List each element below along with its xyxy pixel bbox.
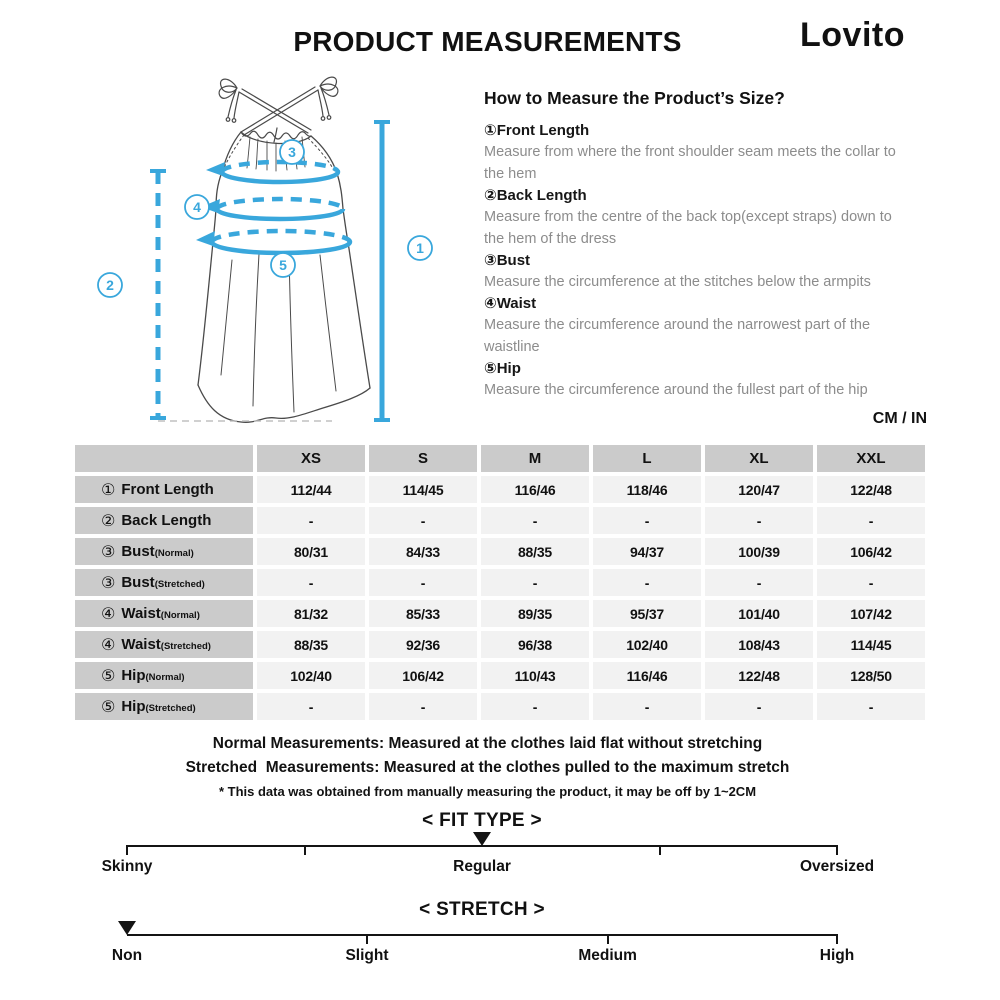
size-value-cell: 114/45 (369, 476, 477, 503)
stretch-tick (366, 934, 368, 944)
row-number: ① (101, 481, 116, 499)
stretch-scale-label: Medium (578, 947, 637, 964)
row-label-text: Hip (121, 667, 146, 684)
size-value-cell: 84/33 (369, 538, 477, 565)
size-value-cell: - (817, 569, 925, 596)
size-value-cell: - (705, 693, 813, 720)
marker-1 (408, 236, 432, 260)
size-value-cell: - (481, 693, 589, 720)
measure-step-desc: Measure the circumference at the stitches below the armpits (484, 274, 871, 290)
size-value-cell: 110/43 (481, 662, 589, 689)
stretch-track (111, 934, 855, 964)
row-number: ② (101, 512, 116, 530)
stretch-scale-label: Non (111, 947, 143, 964)
size-value-cell: - (257, 569, 365, 596)
fit-marker-triangle (473, 832, 491, 846)
stretch-tick (607, 934, 609, 944)
size-value-cell: 128/50 (817, 662, 925, 689)
size-value-cell: 102/40 (257, 662, 365, 689)
svg-text:2: 2 (106, 277, 114, 293)
stretch-scale (111, 899, 855, 964)
fit-type-title: < FIT TYPE > (422, 810, 542, 831)
row-label-text: Back Length (121, 512, 212, 529)
note-normal: Normal Measurements: Measured at the clothes laid flat without stretching (212, 735, 763, 752)
row-label (75, 693, 253, 720)
row-label-text: Bust (121, 574, 155, 591)
table-corner-cell (75, 445, 253, 472)
row-label-text: Front Length (121, 481, 214, 498)
stretch-scale-label: High (819, 947, 855, 964)
size-value-cell: - (817, 507, 925, 534)
row-number: ④ (101, 636, 116, 654)
units-label: CM / IN (872, 410, 927, 427)
fit-type-scale (101, 810, 875, 875)
size-value-cell: - (817, 693, 925, 720)
marker-2 (98, 273, 122, 297)
fit-scale-label: Skinny (101, 858, 153, 875)
row-label-text: Waist (121, 636, 161, 653)
row-label-text: Waist (121, 605, 161, 622)
marker-5 (271, 253, 295, 277)
measure-step-title: ③Bust (484, 252, 531, 269)
stretch-tick (836, 934, 838, 944)
size-value-cell: 106/42 (369, 662, 477, 689)
row-number: ⑤ (101, 698, 116, 716)
size-value-cell: 118/46 (593, 476, 701, 503)
marker-3 (280, 140, 304, 164)
measure-step-desc: Measure from the centre of the back top(except straps) down to the hem of the dress (484, 209, 892, 247)
row-label-sub: (Stretched) (145, 703, 196, 714)
svg-text:3: 3 (288, 144, 296, 160)
svg-text:1: 1 (416, 240, 424, 256)
size-value-cell: 88/35 (257, 631, 365, 658)
row-number: ③ (101, 543, 116, 561)
size-col-header: S (369, 445, 477, 472)
stretch-marker-triangle (118, 921, 136, 935)
size-value-cell: - (369, 507, 477, 534)
dress-diagram (80, 75, 480, 435)
fit-scale-label: Regular (453, 858, 511, 875)
marker-4 (185, 195, 209, 219)
size-value-cell: 116/46 (593, 662, 701, 689)
row-label (75, 569, 253, 596)
how-to-measure-title: How to Measure the Product’s Size? (484, 88, 785, 108)
size-value-cell: 92/36 (369, 631, 477, 658)
how-to-measure-section (484, 88, 908, 401)
size-value-cell: - (369, 693, 477, 720)
size-value-cell: - (481, 507, 589, 534)
row-label-sub: (Stretched) (154, 579, 205, 590)
measure-step-title: ②Back Length (484, 187, 587, 204)
how-to-measure-list (484, 120, 908, 401)
row-label (75, 476, 253, 503)
row-label (75, 662, 253, 689)
measure-step-title: ④Waist (484, 295, 537, 312)
size-value-cell: - (257, 693, 365, 720)
size-value-cell: - (593, 569, 701, 596)
lovito-logo: Lovito (800, 16, 905, 54)
size-value-cell: 108/43 (705, 631, 813, 658)
size-value-cell: 94/37 (593, 538, 701, 565)
size-value-cell: 112/44 (257, 476, 365, 503)
size-value-cell: 89/35 (481, 600, 589, 627)
fit-type-track (101, 845, 875, 875)
size-value-cell: - (369, 569, 477, 596)
size-value-cell: 122/48 (705, 662, 813, 689)
row-label (75, 600, 253, 627)
size-value-cell: 102/40 (593, 631, 701, 658)
row-label-text: Hip (121, 698, 146, 715)
size-col-header: L (593, 445, 701, 472)
size-col-header: XXL (817, 445, 925, 472)
page-title: PRODUCT MEASUREMENTS (293, 26, 682, 57)
size-col-header: M (481, 445, 589, 472)
size-value-cell: 85/33 (369, 600, 477, 627)
size-value-cell: 81/32 (257, 600, 365, 627)
row-label-sub: (Normal) (160, 610, 200, 621)
note-stretched: Stretched Measurements: Measured at the clothes pulled to the maximum stretch (185, 759, 790, 776)
size-value-cell: 106/42 (817, 538, 925, 565)
size-value-cell: - (593, 507, 701, 534)
note-disclaimer: * This data was obtained from manually measuring the product, it may be off by 1~2CM (218, 784, 757, 799)
size-value-cell: 96/38 (481, 631, 589, 658)
row-label-text: Bust (121, 543, 155, 560)
size-value-cell: - (705, 569, 813, 596)
size-value-cell: 100/39 (705, 538, 813, 565)
row-label-sub: (Normal) (145, 672, 185, 683)
row-label (75, 631, 253, 658)
back-length-line (150, 171, 166, 418)
measure-step-desc: Measure the circumference around the fullest part of the hip (484, 382, 868, 398)
front-length-line (374, 122, 390, 420)
row-number: ⑤ (101, 667, 116, 685)
row-label-sub: (Normal) (154, 548, 194, 559)
measure-step-title: ⑤Hip (484, 360, 521, 377)
row-label (75, 507, 253, 534)
measure-step-title: ①Front Length (484, 122, 590, 139)
size-col-header: XL (705, 445, 813, 472)
size-value-cell: 88/35 (481, 538, 589, 565)
stretch-scale-label: Slight (345, 947, 389, 964)
fit-tick (659, 845, 661, 855)
fit-tick (304, 845, 306, 855)
row-label (75, 538, 253, 565)
size-table (75, 445, 925, 720)
size-value-cell: - (705, 507, 813, 534)
row-number: ④ (101, 605, 116, 623)
row-label-sub: (Stretched) (160, 641, 211, 652)
size-value-cell: 95/37 (593, 600, 701, 627)
size-value-cell: 80/31 (257, 538, 365, 565)
fit-scale-label: Oversized (799, 858, 875, 875)
size-value-cell: - (257, 507, 365, 534)
size-value-cell: 114/45 (817, 631, 925, 658)
hip-ellipse (196, 231, 350, 253)
measure-step-desc: Measure from where the front shoulder seam meets the collar to the hem (484, 144, 896, 182)
size-value-cell: 101/40 (705, 600, 813, 627)
size-value-cell: - (593, 693, 701, 720)
waist-ellipse (201, 199, 343, 219)
row-number: ③ (101, 574, 116, 592)
size-col-header: XS (257, 445, 365, 472)
size-value-cell: 107/42 (817, 600, 925, 627)
size-value-cell: 120/47 (705, 476, 813, 503)
size-value-cell: 122/48 (817, 476, 925, 503)
fit-tick (836, 845, 838, 855)
measure-step-desc: Measure the circumference around the narrowest part of the waistline (484, 317, 871, 355)
size-value-cell: 116/46 (481, 476, 589, 503)
stretch-title: < STRETCH > (419, 899, 545, 920)
svg-text:5: 5 (279, 257, 287, 273)
svg-text:4: 4 (193, 199, 201, 215)
size-value-cell: - (481, 569, 589, 596)
fit-tick (126, 845, 128, 855)
